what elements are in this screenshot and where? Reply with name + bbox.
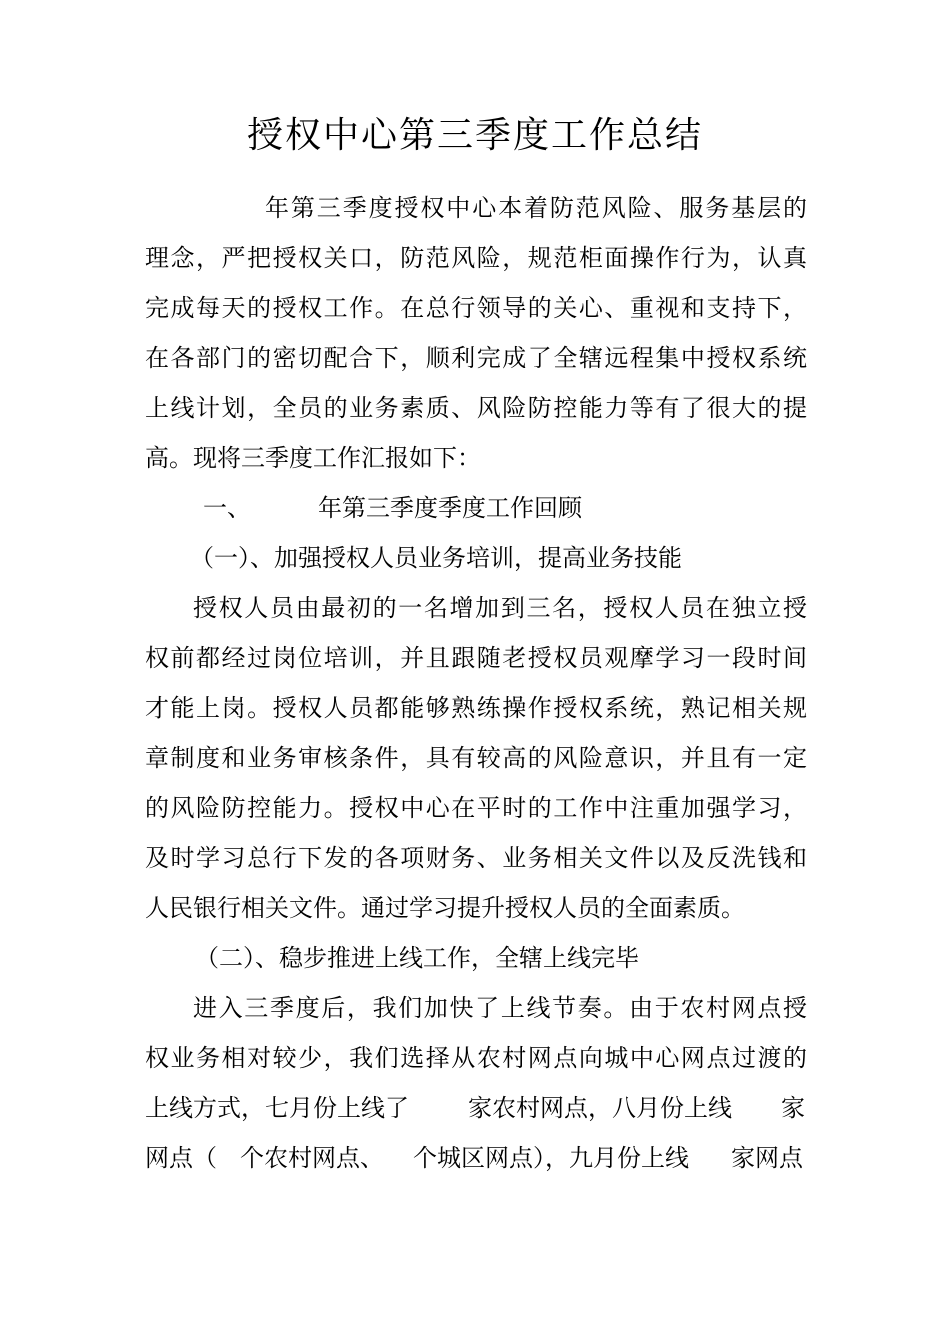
body-line: 进入三季度后，我们加快了上线节奏。由于农村网点授 <box>193 994 807 1022</box>
intro-line: 上线计划，全员的业务素质、风险防控能力等有了很大的提 <box>145 394 807 422</box>
body-line-segment: 个城区网点），九月份上线 <box>413 1144 689 1172</box>
body-line: 章制度和业务审核条件，具有较高的风险意识，并且有一定 <box>145 744 807 772</box>
body-line-segment: 网点（ <box>145 1144 217 1172</box>
body-line-segment: 家 <box>781 1094 805 1122</box>
section-number: 一、 <box>203 494 251 522</box>
intro-line: 完成每天的授权工作。在总行领导的关心、重视和支持下， <box>145 294 807 322</box>
body-line: 授权人员由最初的一名增加到三名，授权人员在独立授 <box>193 594 807 622</box>
document-title: 授权中心第三季度工作总结 <box>246 115 703 156</box>
intro-line: 年第三季度授权中心本着防范风险、服务基层的 <box>265 194 807 222</box>
body-line-segment: 家农村网点，八月份上线 <box>468 1094 732 1122</box>
body-line-segment: 个农村网点、 <box>240 1144 384 1172</box>
body-line: 及时学习总行下发的各项财务、业务相关文件以及反洗钱和 <box>145 844 807 872</box>
section-title: 年第三季度季度工作回顾 <box>318 494 582 522</box>
body-line: 的风险防控能力。授权中心在平时的工作中注重加强学习， <box>145 794 807 822</box>
body-line-segment: 上线方式，七月份上线了 <box>145 1094 409 1122</box>
body-line: 才能上岗。授权人员都能够熟练操作授权系统，熟记相关规 <box>145 694 807 722</box>
intro-line: 理念，严把授权关口，防范风险，规范柜面操作行为，认真 <box>145 244 807 272</box>
intro-line: 在各部门的密切配合下，顺利完成了全辖远程集中授权系统 <box>145 344 807 372</box>
body-line: 人民银行相关文件。通过学习提升授权人员的全面素质。 <box>145 894 745 922</box>
intro-line: 高。现将三季度工作汇报如下： <box>145 444 481 472</box>
subsection-heading: （二）、稳步推进上线工作，全辖上线完毕 <box>195 944 639 972</box>
body-line-segment: 家网点 <box>731 1144 803 1172</box>
body-line: 权前都经过岗位培训，并且跟随老授权员观摩学习一段时间 <box>145 644 807 672</box>
body-line: 权业务相对较少，我们选择从农村网点向城中心网点过渡的 <box>145 1044 807 1072</box>
subsection-heading: （一）、加强授权人员业务培训，提高业务技能 <box>190 544 682 572</box>
